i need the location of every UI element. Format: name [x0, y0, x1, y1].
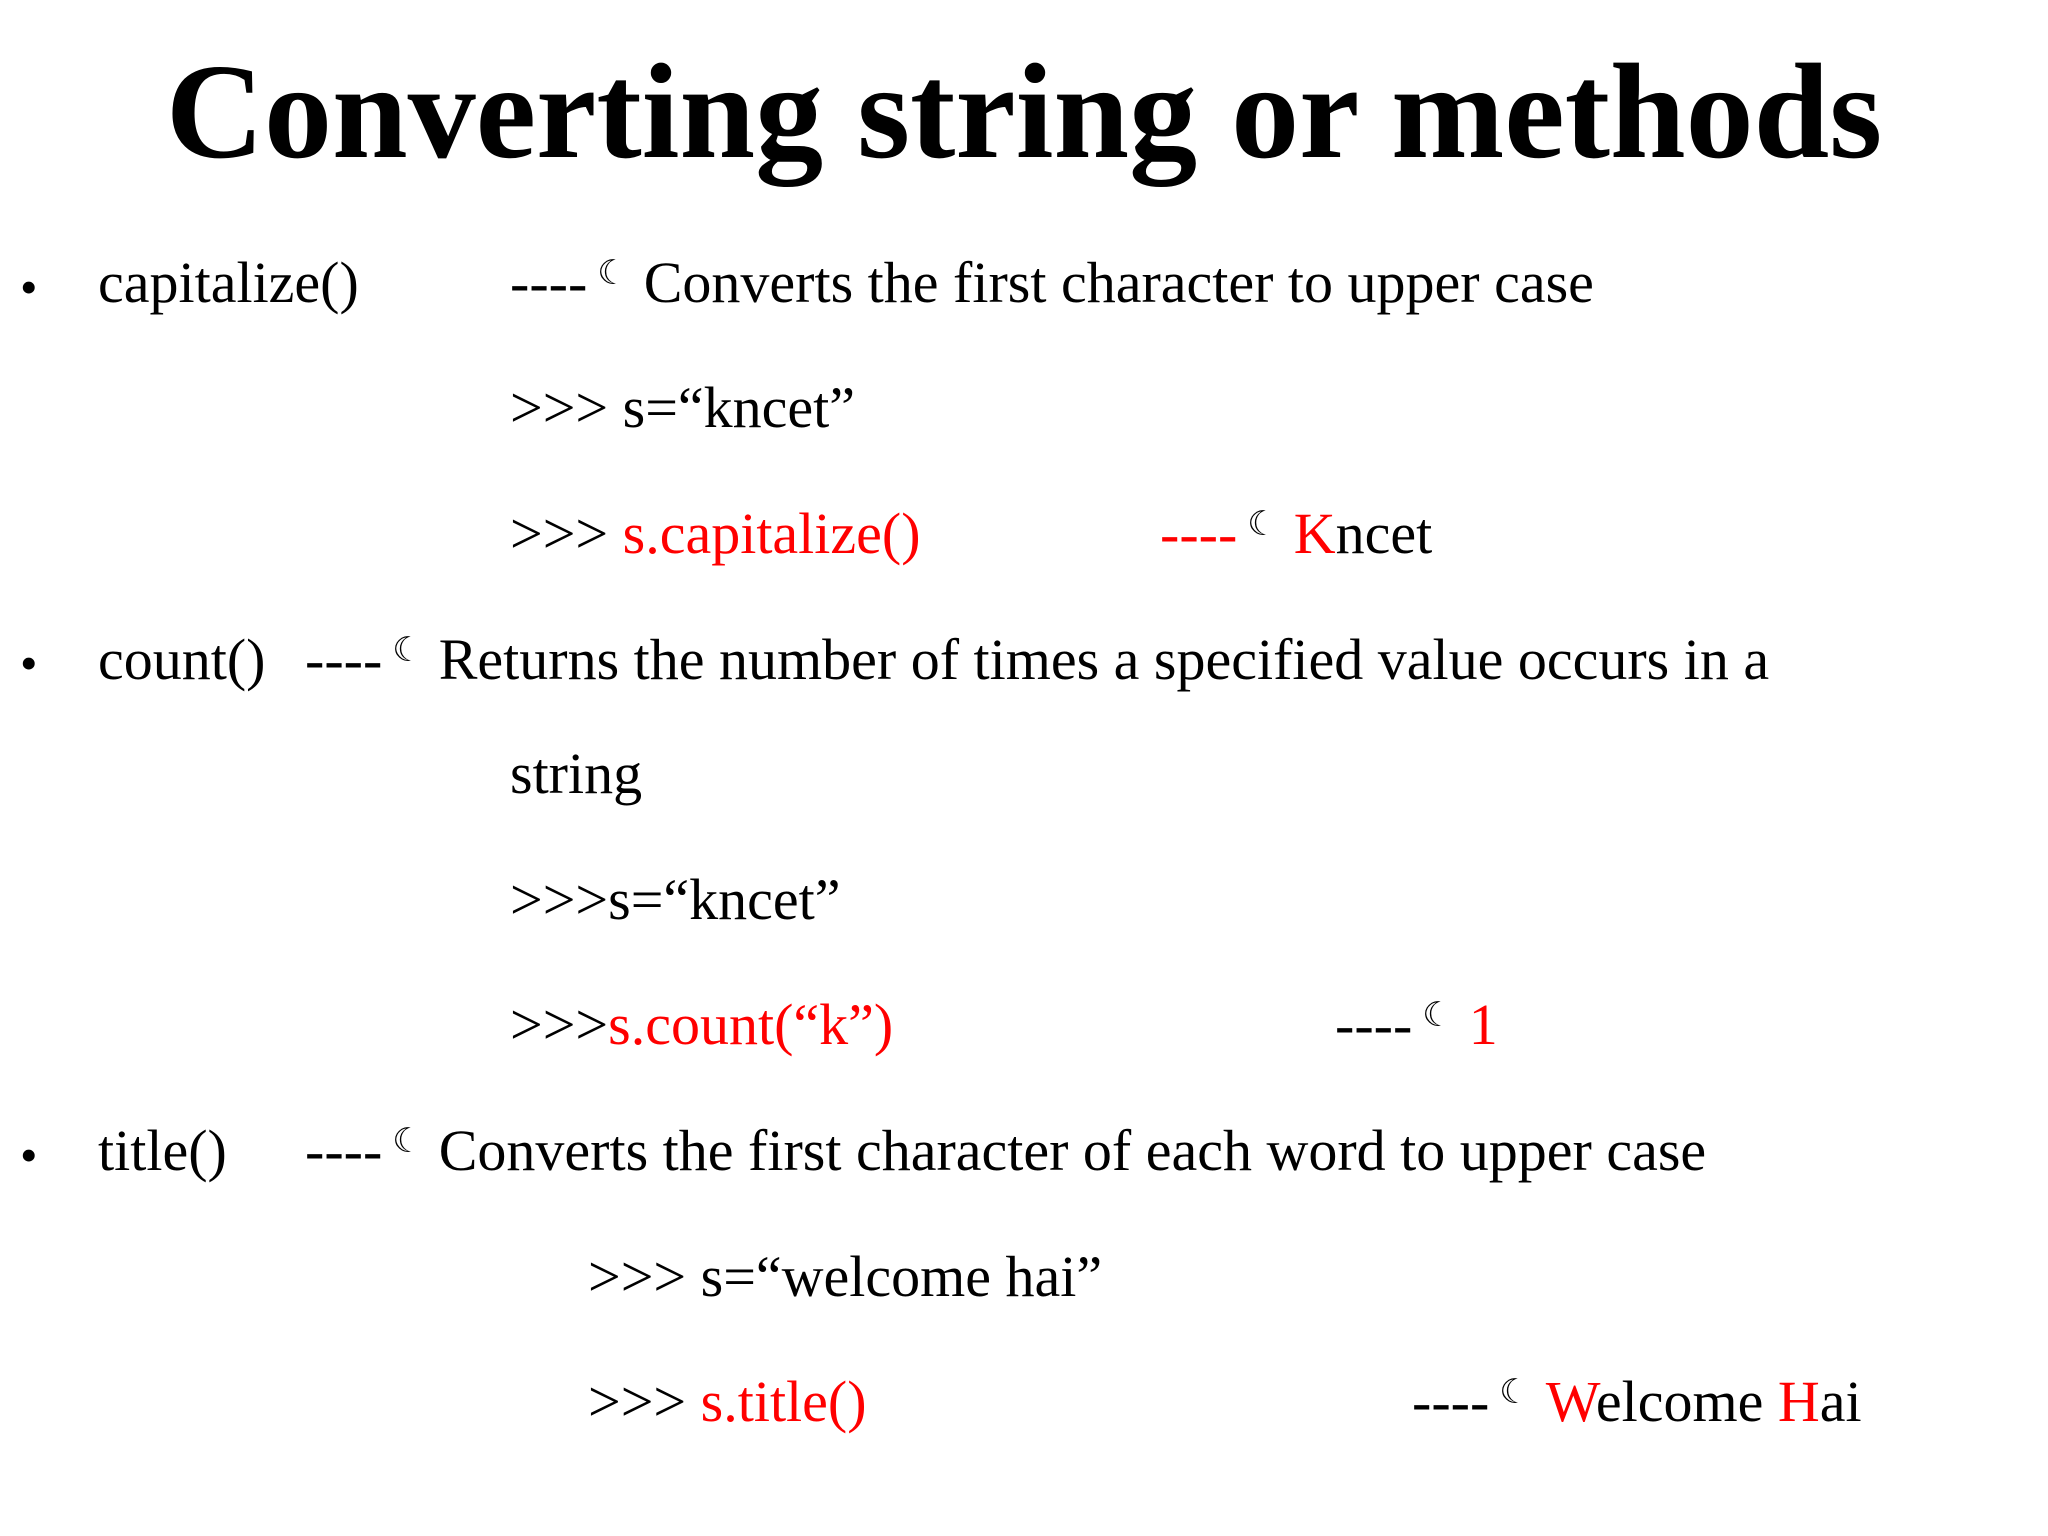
- example-call: [510, 992, 894, 1057]
- call-code: s.count(“k”): [608, 992, 894, 1057]
- method-name: capitalize(): [98, 250, 359, 315]
- result-dash: ----: [1160, 501, 1238, 566]
- description-continued: string: [510, 741, 643, 806]
- prompt: >>>: [588, 1369, 701, 1434]
- description-text: Converts the first character to upper case: [643, 250, 1594, 315]
- result-dash: ----: [1412, 1369, 1490, 1434]
- result-rest-1: elcome: [1595, 1369, 1778, 1434]
- example-call: [510, 501, 921, 566]
- crescent-moon-icon: ☾: [392, 1123, 423, 1160]
- dash: ----: [305, 627, 383, 692]
- crescent-moon-icon: ☾: [1247, 506, 1278, 543]
- result-highlight-2: H: [1777, 1369, 1820, 1434]
- call-code: s.title(): [700, 1369, 867, 1434]
- example-assign: >>> s=“kncet”: [510, 375, 855, 440]
- bullet-marker: •: [20, 635, 38, 691]
- dash: ----: [510, 250, 588, 315]
- result-rest-2: ai: [1819, 1369, 1862, 1434]
- example-assign: >>>s=“kncet”: [510, 867, 841, 932]
- result-rest: ncet: [1335, 501, 1433, 566]
- slide-title: Converting string or methods: [165, 37, 1883, 187]
- method-description: [305, 1118, 1707, 1183]
- result-highlight-1: W: [1545, 1369, 1596, 1434]
- description-text: Converts the first character of each word to upper case: [438, 1118, 1707, 1183]
- result-highlight: K: [1293, 501, 1336, 566]
- method-description: [510, 250, 1594, 315]
- bullet-marker: •: [20, 1127, 38, 1183]
- method-name: title(): [98, 1118, 227, 1183]
- example-result: [1335, 992, 1498, 1057]
- crescent-moon-icon: ☾: [392, 632, 423, 669]
- description-text: Returns the number of times a specified value occurs in a: [438, 627, 1770, 692]
- example-call: [588, 1369, 867, 1434]
- result-dash: ----: [1335, 992, 1413, 1057]
- method-name: count(): [98, 627, 266, 692]
- example-result: [1160, 501, 1433, 566]
- call-code: s.capitalize(): [622, 501, 921, 566]
- result-value: 1: [1468, 992, 1498, 1057]
- prompt: >>>: [510, 501, 623, 566]
- bullet-marker: •: [20, 259, 38, 315]
- example-assign: >>> s=“welcome hai”: [588, 1244, 1103, 1309]
- method-description: [305, 627, 1770, 692]
- dash: ----: [305, 1118, 383, 1183]
- crescent-moon-icon: ☾: [1499, 1374, 1530, 1411]
- prompt: >>>: [510, 992, 609, 1057]
- crescent-moon-icon: ☾: [597, 255, 628, 292]
- example-result: [1412, 1369, 1862, 1434]
- crescent-moon-icon: ☾: [1422, 997, 1453, 1034]
